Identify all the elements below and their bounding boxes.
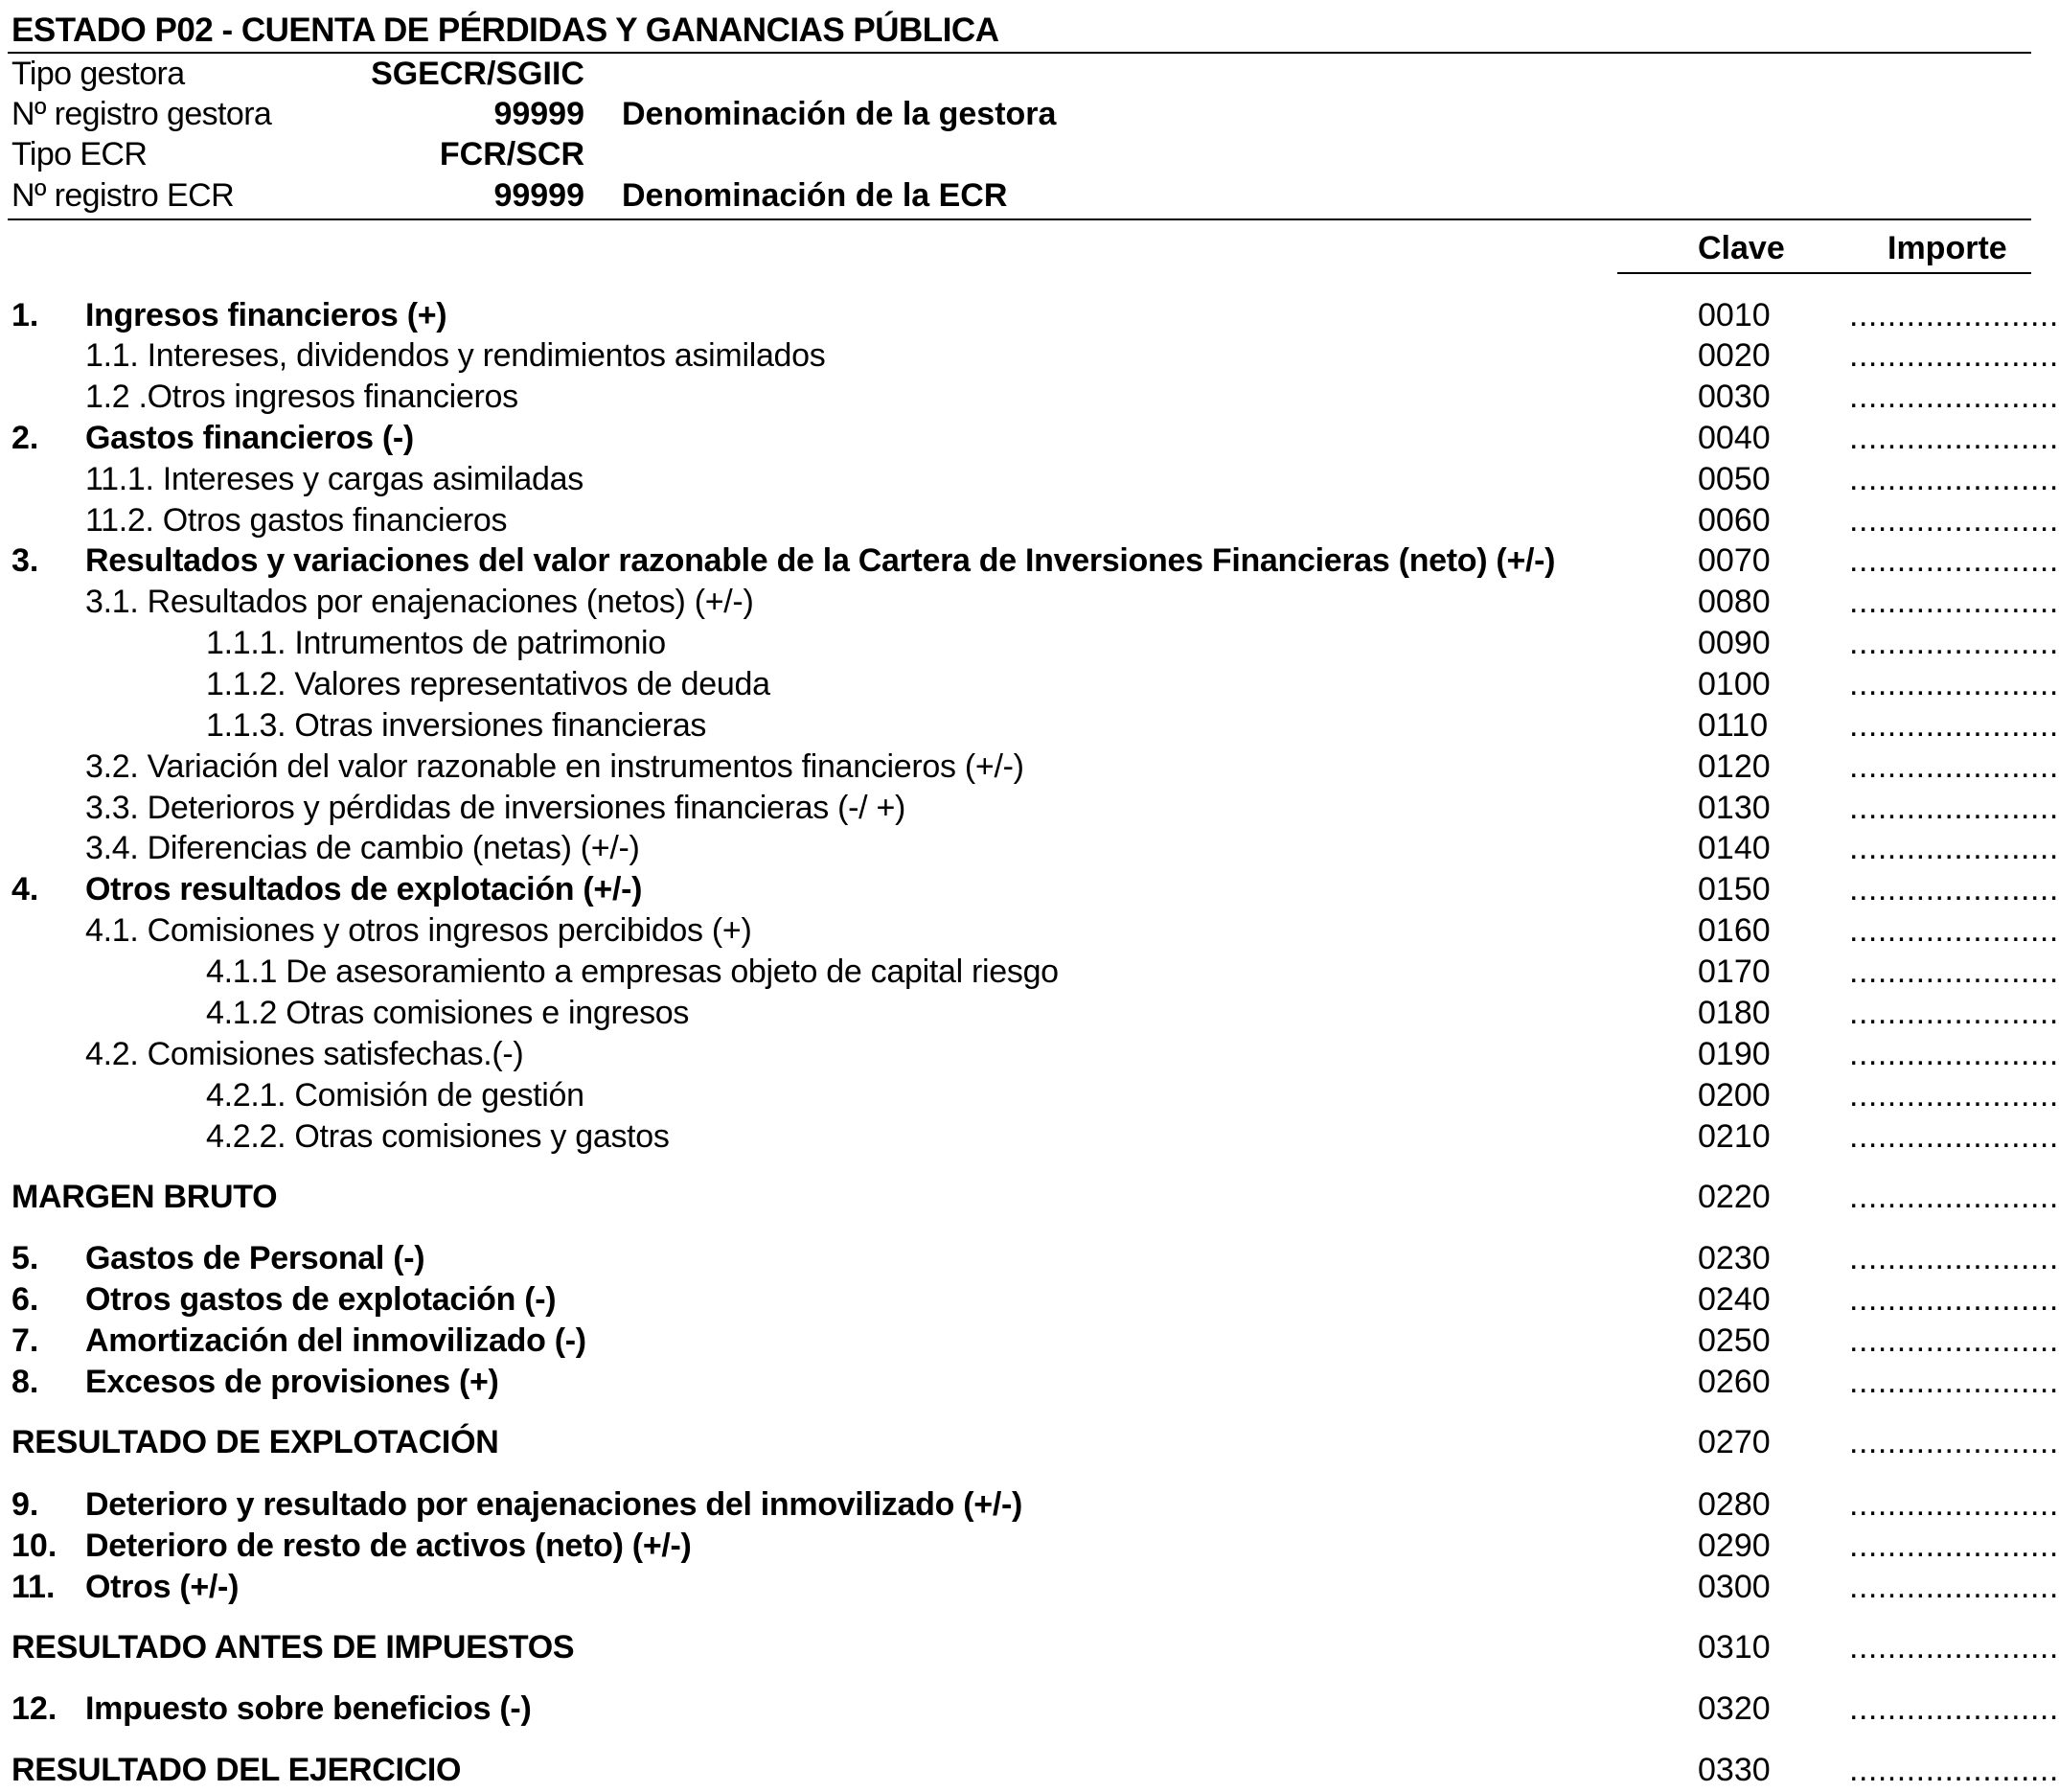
row-label: 3.4. Diferencias de cambio (netas) (+/-) [85,830,640,866]
amount-placeholder: ...................... [1849,1569,2059,1605]
amount-placeholder: ...................... [1849,953,2059,990]
amount-placeholder: ...................... [1849,1364,2059,1400]
row-code: 0240 [1698,1281,1771,1318]
amount-placeholder: ...................... [1849,584,2059,620]
statement-row [0,707,2059,747]
statement-row [0,790,2059,830]
statement-row [0,1179,2059,1219]
row-number: 7. [11,1322,39,1359]
row-number: 5. [11,1240,39,1276]
amount-placeholder: ...................... [1849,502,2059,539]
meta-value: 99999 [493,96,584,132]
row-code: 0090 [1698,625,1771,661]
meta-label: Tipo gestora [11,56,185,92]
meta-divider [8,218,2031,220]
row-code: 0190 [1698,1036,1771,1072]
row-label: 4.2. Comisiones satisfechas.(-) [85,1036,524,1072]
row-code: 0180 [1698,995,1771,1031]
row-label: 4.2.2. Otras comisiones y gastos [206,1118,670,1155]
row-label: 1.1.3. Otras inversiones financieras [206,707,707,744]
row-code: 0220 [1698,1179,1771,1215]
row-number: 4. [11,871,39,907]
statement-row [0,871,2059,911]
meta-row-registro-gestora [11,96,2024,136]
meta-name: Denominación de la ECR [622,177,1008,214]
row-code: 0050 [1698,461,1771,497]
row-label: 1.2 .Otros ingresos financieros [85,379,518,415]
row-code: 0040 [1698,420,1771,456]
statement-row [0,542,2059,583]
amount-placeholder: ...................... [1849,625,2059,661]
meta-label: Tipo ECR [11,136,148,172]
row-code: 0150 [1698,871,1771,907]
row-code: 0160 [1698,912,1771,949]
amount-placeholder: ...................... [1849,461,2059,497]
row-number: 12. [11,1690,57,1727]
statement-row [0,1528,2059,1568]
row-code: 0010 [1698,297,1771,333]
amount-placeholder: ...................... [1849,297,2059,333]
row-label: Ingresos financieros (+) [85,297,447,333]
document-title: ESTADO P02 - CUENTA DE PÉRDIDAS Y GANANCIAS PÚBLICA [11,11,999,49]
amount-placeholder: ...................... [1849,1752,2059,1788]
row-code: 0250 [1698,1322,1771,1359]
statement-row [0,748,2059,789]
row-label: Gastos financieros (-) [85,420,414,456]
row-code: 0280 [1698,1486,1771,1523]
row-code: 0030 [1698,379,1771,415]
meta-row-tipo-gestora [11,56,2024,96]
row-label: Otros (+/-) [85,1569,240,1605]
amount-placeholder: ...................... [1849,1118,2059,1155]
statement-row [0,995,2059,1035]
row-code: 0110 [1698,707,1769,744]
amount-placeholder: ...................... [1849,1690,2059,1727]
row-label: Otros resultados de explotación (+/-) [85,871,643,907]
amount-placeholder: ...................... [1849,337,2059,374]
amount-placeholder: ...................... [1849,830,2059,866]
meta-value: 99999 [493,177,584,214]
statement-row [0,584,2059,624]
row-label: Deterioro de resto de activos (neto) (+/-) [85,1528,692,1564]
amount-placeholder: ...................... [1849,1036,2059,1072]
row-label: 1.1. Intereses, dividendos y rendimientos asimilados [85,337,826,374]
statement-row [0,1036,2059,1076]
amount-placeholder: ...................... [1849,420,2059,456]
row-code: 0310 [1698,1629,1771,1666]
amount-placeholder: ...................... [1849,1528,2059,1564]
statement-row [0,830,2059,870]
row-code: 0140 [1698,830,1771,866]
row-label: 4.1.1 De asesoramiento a empresas objeto de capital riesgo [206,953,1059,990]
row-number: 8. [11,1364,39,1400]
row-label: Otros gastos de explotación (-) [85,1281,557,1318]
amount-placeholder: ...................... [1849,871,2059,907]
amount-placeholder: ...................... [1849,1240,2059,1276]
amount-placeholder: ...................... [1849,666,2059,702]
row-number: 9. [11,1486,39,1523]
statement-row [0,1077,2059,1117]
row-label: Deterioro y resultado por enajenaciones del inmovilizado (+/-) [85,1486,1023,1523]
meta-label: Nº registro gestora [11,96,272,132]
row-code: 0060 [1698,502,1771,539]
amount-placeholder: ...................... [1849,1629,2059,1666]
column-header-clave: Clave [1698,230,1785,266]
row-code: 0300 [1698,1569,1771,1605]
amount-placeholder: ...................... [1849,790,2059,826]
row-label: 1.1.1. Intrumentos de patrimonio [206,625,666,661]
row-code: 0200 [1698,1077,1771,1114]
amount-placeholder: ...................... [1849,995,2059,1031]
statement-row [0,1364,2059,1404]
row-number: 6. [11,1281,39,1318]
statement-row [0,1752,2059,1792]
amount-placeholder: ...................... [1849,1281,2059,1318]
amount-placeholder: ...................... [1849,1077,2059,1114]
row-number: 3. [11,542,39,579]
row-code: 0080 [1698,584,1771,620]
row-label: 4.1.2 Otras comisiones e ingresos [206,995,690,1031]
meta-value: FCR/SCR [439,136,584,172]
row-code: 0130 [1698,790,1771,826]
statement-row [0,1240,2059,1280]
row-code: 0290 [1698,1528,1771,1564]
row-label: 1.1.2. Valores representativos de deuda [206,666,770,702]
amount-placeholder: ...................... [1849,1179,2059,1215]
meta-row-tipo-ecr [11,136,2024,176]
statement-row [0,420,2059,460]
amount-placeholder: ...................... [1849,379,2059,415]
row-label: RESULTADO ANTES DE IMPUESTOS [11,1629,575,1666]
amount-placeholder: ...................... [1849,748,2059,785]
row-label: 3.2. Variación del valor razonable en instrumentos financieros (+/-) [85,748,1024,785]
row-code: 0320 [1698,1690,1771,1727]
amount-placeholder: ...................... [1849,912,2059,949]
row-label: MARGEN BRUTO [11,1179,278,1215]
row-code: 0120 [1698,748,1771,785]
statement-row [0,1486,2059,1527]
row-number: 11. [11,1569,56,1605]
meta-label: Nº registro ECR [11,177,235,214]
row-code: 0100 [1698,666,1771,702]
row-label: 4.1. Comisiones y otros ingresos percibidos (+) [85,912,752,949]
statement-row [0,1118,2059,1159]
row-label: 11.2. Otros gastos financieros [85,502,508,539]
title-divider [8,52,2031,54]
amount-placeholder: ...................... [1849,542,2059,579]
row-code: 0210 [1698,1118,1771,1155]
row-code: 0230 [1698,1240,1771,1276]
amount-placeholder: ...................... [1849,1322,2059,1359]
row-label: Resultados y variaciones del valor razonable de la Cartera de Inversiones Financieras (neto) (+/-) [85,542,1556,579]
statement-row [0,666,2059,706]
row-code: 0020 [1698,337,1771,374]
row-label: RESULTADO DEL EJERCICIO [11,1752,462,1788]
statement-row [0,337,2059,378]
meta-name: Denominación de la gestora [622,96,1057,132]
row-code: 0260 [1698,1364,1771,1400]
statement-row [0,1569,2059,1609]
statement-row [0,912,2059,953]
column-header-divider [1617,272,2031,274]
statement-row [0,1690,2059,1731]
row-code: 0270 [1698,1424,1771,1460]
meta-value: SGECR/SGIIC [371,56,584,92]
row-label: Amortización del inmovilizado (-) [85,1322,586,1359]
statement-row [0,1629,2059,1669]
meta-row-registro-ecr [11,177,2024,218]
statement-row [0,379,2059,419]
statement-row [0,297,2059,337]
row-label: 3.3. Deterioros y pérdidas de inversiones financieras (-/ +) [85,790,906,826]
statement-row [0,461,2059,501]
amount-placeholder: ...................... [1849,1424,2059,1460]
row-label: Excesos de provisiones (+) [85,1364,499,1400]
statement-row [0,1322,2059,1363]
row-label: 11.1. Intereses y cargas asimiladas [85,461,583,497]
amount-placeholder: ...................... [1849,1486,2059,1523]
row-number: 1. [11,297,39,333]
row-label: 3.1. Resultados por enajenaciones (netos) (+/-) [85,584,754,620]
row-number: 2. [11,420,39,456]
statement-row [0,1281,2059,1321]
statement-row [0,502,2059,542]
row-label: Gastos de Personal (-) [85,1240,425,1276]
column-header-importe: Importe [1887,230,2007,266]
amount-placeholder: ...................... [1849,707,2059,744]
row-label: Impuesto sobre beneficios (-) [85,1690,532,1727]
statement-row [0,953,2059,994]
row-code: 0070 [1698,542,1771,579]
row-code: 0170 [1698,953,1771,990]
row-label: RESULTADO DE EXPLOTACIÓN [11,1424,499,1460]
row-number: 10. [11,1528,57,1564]
statement-row [0,1424,2059,1464]
row-code: 0330 [1698,1752,1771,1788]
statement-row [0,625,2059,665]
row-label: 4.2.1. Comisión de gestión [206,1077,584,1114]
